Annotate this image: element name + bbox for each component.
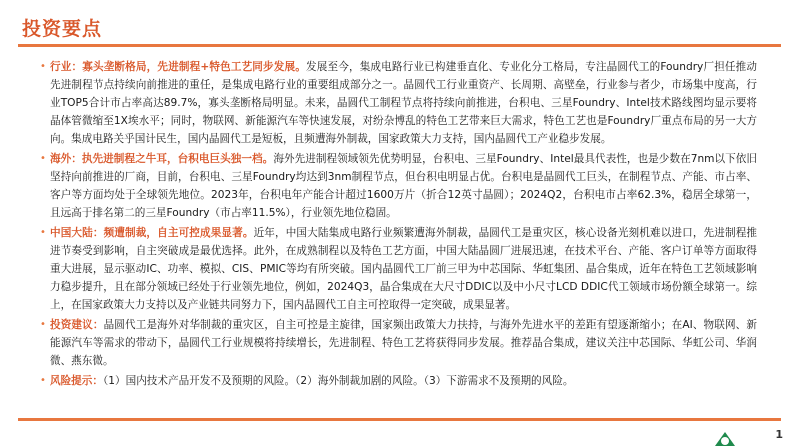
header-divider xyxy=(18,44,781,47)
bullet-icon: • xyxy=(40,319,46,330)
item-label: 行业： xyxy=(50,61,83,73)
item-body: （1）国内技术产品开发不及预期的风险。（2）海外制裁加剧的风险。（3）下游需求不及预期的风险。 xyxy=(102,375,574,387)
page-number: 1 xyxy=(775,428,783,441)
bullet-icon: • xyxy=(40,61,46,72)
bullet-icon: • xyxy=(40,227,46,238)
item-label: 中国大陆： xyxy=(50,227,104,239)
item-label: 投资建议： xyxy=(50,319,104,331)
item-body: 晶圆代工是海外对华制裁的重灾区，自主可控是主旋律，国家频出政策大力扶持，与海外先进水平的差距有望逐渐缩小；在AI、物联网、新能源汽车等需求的带动下，晶圆代工行业规模将持续增长，先进制程、特色工艺将获得同步发展。推荐晶合集成，建议关注中芯国际、华虹公司、华润微、燕东微。 xyxy=(50,319,757,367)
item-heading: 频遭制裁，自主可控成果显著。 xyxy=(103,227,254,239)
list-item-overseas xyxy=(40,150,758,222)
bullet-icon: • xyxy=(40,375,46,386)
key-points-list xyxy=(40,58,758,392)
item-body: 近年，中国大陆集成电路行业频繁遭海外制裁，晶圆代工是重灾区，核心设备光刻机难以进口，先进制程推进节奏受到影响，自主突破成是最优选择。此外，在成熟制程以及特色工艺方面，中国大陆晶圆厂进展迅速，在技术平台、产能、客户订单等方面取得重大进展，显示驱动IC、功率、模拟、CIS、PMIC等均有所突破。国内晶圆代工厂前三甲为中芯国际、华虹集团、晶合集成，近年在特色工艺领域影响力稳步提升，且在部分领域已经处于行业领先地位，例如，2024Q3，晶合集成在大尺寸DDIC以及中小尺寸LCD DDIC代工领域市场份额全球第一。综上，在国家政策大力支持以及产业链共同努力下，国内晶圆代工自主可控取得一定突破，成果显著。 xyxy=(50,227,758,311)
page-title: 投资要点 xyxy=(22,18,103,40)
brand-logo-icon xyxy=(715,432,735,446)
list-item-mainland-china xyxy=(40,224,758,314)
item-heading: 寡头垄断格局，先进制程+特色工艺同步发展。 xyxy=(82,61,306,73)
item-body: 海外先进制程领域领先优势明显，台积电、三星Foundry、Intel最具代表性，也是少数在7nm以下依旧坚持向前推进的厂商，目前，台积电、三星Foundry均达到3nm制程节点，但台积电明显占优。台积电是晶圆代工巨头，在制程节点、产能、市占率、客户等方面均处于全球领先地位。2023年，台积电年产能合计超过1600万片（折合12英寸晶圆）；2024Q2，台积电市占率62.3%，稳居全球第一，且远高于排名第二的三星Foundry（市占率11.5%），行业领先地位稳固。 xyxy=(50,153,758,219)
item-label: 海外： xyxy=(50,153,82,165)
list-item-risk-warning xyxy=(40,372,757,390)
list-item-industry xyxy=(40,58,758,148)
item-label: 风险提示： xyxy=(50,375,103,387)
bullet-icon: • xyxy=(40,153,46,164)
list-item-investment-advice xyxy=(40,316,757,370)
item-body: 发展至今，集成电路行业已构建垂直化、专业化分工格局，专注晶圆代工的Foundry厂担任推动先进制程节点持续向前推进的重任，是集成电路行业的重要组成部分之一。晶圆代工行业重资产、长周期、高壁垒，行业参与者少，市场集中度高，行业TOP5合计市占率高达89.7%，寡头垄断格局明显。未来，晶圆代工制程节点将持续向前推进，台积电、三星Foundry、Intel技术路线图均显示要将晶体管微缩至1X埃水平；同时，物联网、新能源汽车等快速发展，对纷杂博乱的特色工艺带来巨大需求，特色工艺也是Foundry厂重点布局的另一大方向。集成电路关乎国计民生，国内晶圆代工是短板，且频遭海外制裁，国家政策大力支持，国内晶圆代工产业稳步发展。 xyxy=(50,61,758,145)
item-heading: 执先进制程之牛耳，台积电巨头独一档。 xyxy=(81,153,274,165)
footer-divider xyxy=(18,418,781,421)
